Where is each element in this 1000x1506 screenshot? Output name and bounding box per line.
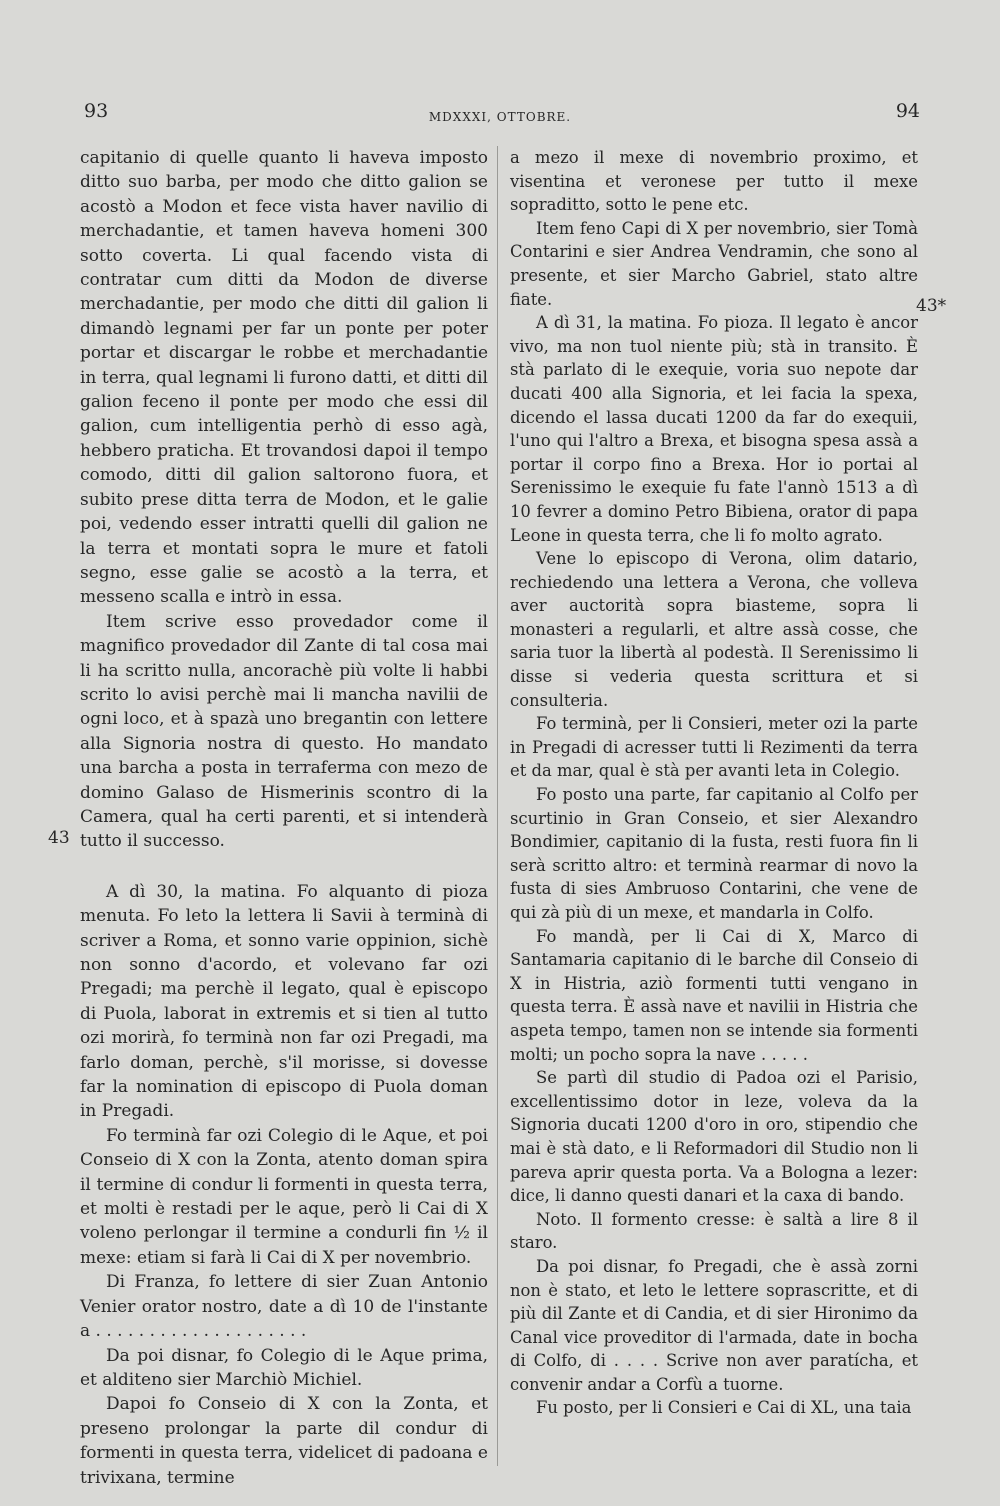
paragraph: Da poi disnar, fo Colegio di le Aque prima, et alditeno sier Marchiò Michiel. bbox=[80, 1345, 488, 1390]
right-column bbox=[510, 146, 918, 1420]
paragraph: Di Franza, fo lettere di sier Zuan Antonio Venier orator nostro, date a dì 10 de l'instante a . . . . . . . . . . . . . . . . . . . . bbox=[80, 1272, 488, 1342]
paragraph: A dì 30, la matina. Fo alquanto di pioza menuta. Fo leto la lettera li Savii à terminà di scriver a Roma, et sonno varie oppinion, sichè non sonno d'acordo, et volevano far ozi Pregadi; ma perchè il legato, qual è episcopo di Puola, laborat in extremis et si tien al tutto ozi morirà, fo terminà non far ozi Pregadi, ma farlo doman, perchè, s'il morisse, si dovesse far la nomination di episcopo di Puola doman in Pregadi. bbox=[80, 881, 488, 1122]
margin-marker-right: 43* bbox=[916, 296, 947, 316]
column-divider bbox=[497, 146, 498, 1466]
left-column bbox=[80, 146, 488, 1490]
paragraph: Fo terminà, per li Consieri, meter ozi la parte in Pregadi di acresser tutti li Rezimenti da terra et da mar, qual è stà per avanti leta in Colegio. bbox=[510, 714, 918, 781]
paragraph: Fo posto una parte, far capitanio al Colfo per scurtinio in Gran Conseio, et sier Alexandro Bondimier, capitanio di la fusta, resti fuora fin li serà scritto altro: et terminà rearmar di novo la fusta di sies Ambruoso Contarini, che vene de qui zà più di un mexe, et mandarla in Colfo. bbox=[510, 785, 918, 922]
paragraph: Dapoi fo Conseio di X con la Zonta, et preseno prolongar la parte dil condur di formenti in questa terra, videlicet di padoana e trivixana, termine bbox=[80, 1394, 488, 1488]
running-title: MDXXXI, OTTOBRE. bbox=[428, 110, 572, 124]
page-number-left: 93 bbox=[84, 100, 109, 122]
page-number-right: 94 bbox=[895, 100, 920, 122]
paragraph: Fo mandà, per li Cai di X, Marco di Santamaria capitanio di le barche dil Conseio di X in Histria, aziò formenti tutti vengano in questa terra. È assà nave et navilii in Histria che aspeta tempo, tamen non se intende sia formenti molti; un pocho sopra la nave . . . . . bbox=[510, 926, 918, 1064]
margin-marker-left: 43 bbox=[48, 828, 70, 848]
paragraph: Fo terminà far ozi Colegio di le Aque, et poi Conseio di X con la Zonta, atento doman spira il termine di condur li formenti in questa terra, et molti è restadi per le aque, però li Cai di X voleno perlongar il termine a condurli fin ½ il mexe: etiam si farà li Cai di X per novembrio. bbox=[80, 1125, 488, 1268]
paragraph: capitanio di quelle quanto li haveva imposto ditto suo barba, per modo che ditto galion se acostò a Modon et fece vista haver navilio di merchadantie, et tamen haveva homeni 300 sotto coverta. Li qual facendo vista di contratar cum ditti da Modon de diverse merchadantie, per modo che ditti dil galion li dimandò legnami per far un ponte per poter portar et discargar le robbe et merchadantie in terra, qual legnami li furono datti, et ditti dil galion feceno il ponte per modo che essi dil galion, cum intelligentia perhò di esso agà, hebbero pratichа. Et trovandosi dapoi il tempo comodo, ditti dil galion saltorono fuora, et subito prese ditta terra de Modon, et le galie poi, vedendo esser intratti quelli dil galion ne la terra et montati sopra le mure et fatoli segno, esse galie se acostò a la terra, et messeno scalla e intrò in essa. bbox=[80, 148, 488, 608]
paragraph: Da poi disnar, fo Pregadi, che è assà zorni non è stato, et leto le lettere soprascritte, et di più dil Zante et di Candia, et di sier Hironimo da Canal vice proveditor di l'armada, date in bocha di Colfo, di . . . . Scrive non aver paratícha, et convenir andar a Corfù a tuorne. bbox=[510, 1256, 918, 1394]
paragraph: Fu posto, per li Consieri e Cai di XL, una taia bbox=[536, 1398, 912, 1418]
paragraph: Noto. Il formento cresse: è saltà a lire 8 il staro. bbox=[510, 1209, 918, 1253]
paragraph: Vene lo episcopo di Verona, olim datario, rechiedendo una lettera a Verona, che volleva aver auctorità sopra biasteme, sopra li monasteri a regularli, et altre assà cosse, che saria tuor la libertà al podestà. Il Serenissimo li disse si vederia questa scrittura et si consulteria. bbox=[510, 549, 918, 710]
paragraph: a mezo il mexe di novembrio proximo, et visentina et veronese per tutto il mexe sopraditto, sotto le pene etc. bbox=[510, 148, 918, 215]
paragraph: A dì 31, la matina. Fo pioza. Il legato è ancor vivo, ma non tuol niente più; stà in transito. È stà parlato di le exequie, voria suo nepote dar ducati 400 alla Signoria, et lei facia la spexa, dicendo el lassa ducati 1200 da far do exequii, l'uno qui l'altro a Brexa, et bisogna spesa assà a portar il corpo fino a Brexa. Hor io portai al Serenissimo le exequie fu fate l'annò 1513 a dì 10 fevrer a domino Petro Bibiena, orator di papa Leone in questa terra, che li fo molto agrato. bbox=[510, 313, 918, 545]
paragraph: Item scrive esso provedador come il magnifico provedador dil Zante di tal cosa mai li ha scritto nulla, ancorachè più volte li habbi scrito lo avisi perchè mai li mancha navilii de ogni loco, et à spazà uno bregantin con lettere alla Signoria nostra di questo. Ho mandato una barcha a posta in terraferma con mezo de domino Galaso de Hismerinis scontro di la Camera, qual ha certi parenti, et si intenderà tutto il successo. bbox=[80, 611, 488, 852]
paragraph: Item feno Capi di X per novembrio, sier Tomà Contarini e sier Andrea Vendramin, che sono al presente, et sier Marcho Gabriel, stato altre fiate. bbox=[510, 218, 918, 309]
paragraph: Se partì dil studio di Padoa ozi el Parisio, excellentissimo dotor in leze, voleva da la Signoria ducati 1200 d'oro in oro, stipendio che mai è stà dato, e li Reformadori dil Studio non li pareva aprir questa porta. Va a Bologna a lezer: dice, li danno questi danari et la caxa di bando. bbox=[510, 1068, 918, 1206]
